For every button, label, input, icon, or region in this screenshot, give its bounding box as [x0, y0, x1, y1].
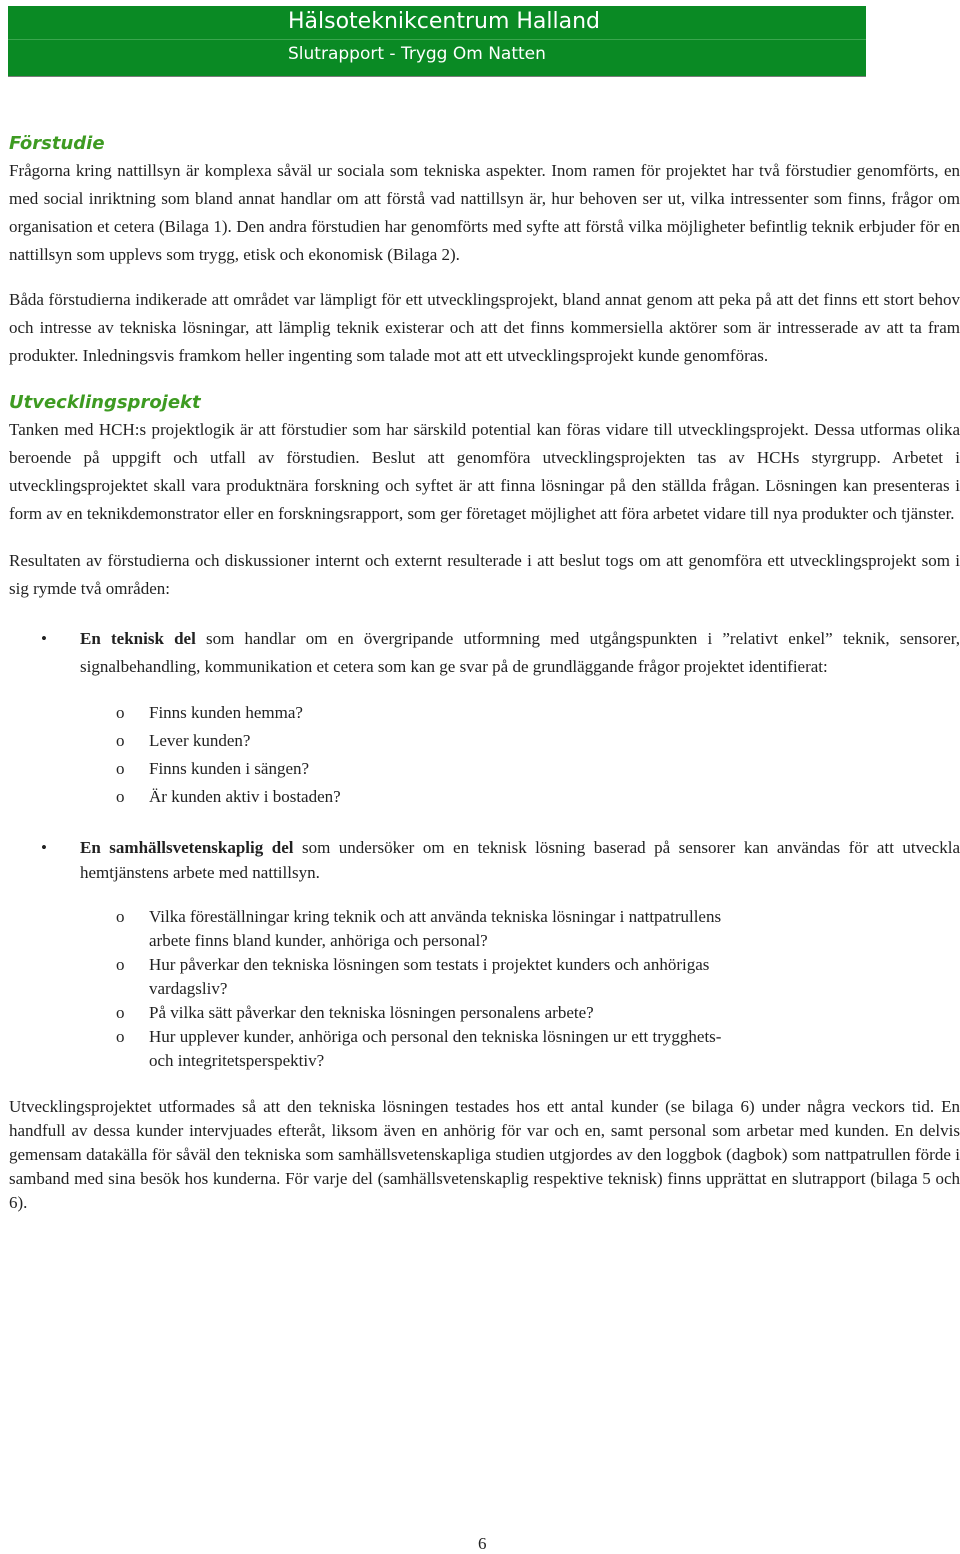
technical-label: En teknisk del: [80, 629, 196, 648]
list-item: o På vilka sätt påverkar den tekniska lösningen personalens arbete?: [9, 1001, 749, 1025]
technical-description: som handlar om en övergripande utformning med utgångspunkten i ”relativt enkel” teknik, sensorer, signalbehandling, kommunikation et cetera som kan ge svar på de grundläggande frågor projektet identifierat:: [80, 629, 960, 676]
list-item: o Lever kunden?: [9, 727, 960, 755]
utveckling-paragraph-2: Resultaten av förstudierna och diskussioner internt och externt resulterade i att beslut togs om att genomföra ett utvecklingsprojekt som i sig rymde två områden:: [9, 551, 960, 598]
social-questions: [9, 905, 960, 1073]
area-list: [9, 625, 960, 681]
list-item-technical: [9, 625, 960, 681]
spacer: [9, 269, 960, 286]
area-list-2: [9, 835, 960, 885]
list-item: o Vilka föreställningar kring teknik och att använda tekniska lösningar i nattpatrullens arbete finns bland kunder, anhöriga och personal?: [9, 905, 749, 953]
list-item-social: [9, 835, 960, 885]
social-description: som undersöker om en teknisk lösning baserad på sensorer kan användas för att utveckla hemtjänstens arbete med nattillsyn.: [80, 838, 960, 882]
header-divider: [8, 39, 866, 40]
report-header: [8, 6, 866, 76]
utveckling-paragraph-1: Tanken med HCH:s projektlogik är att förstudier som har särskild potential kan föras vidare till utvecklingsprojekt. Dessa utformas olika beroende på uppgift och utfall av förstudien. Beslut att genomföra utvecklingsprojekten tas av HCHs styrgrupp. Arbetet i utvecklingsprojektet skall vara produktnära forskning och syftet är att finna lösningar på den ställda frågan. Lösningen kan presenteras i form av en teknikdemonstrator eller en forskningsrapport, som ger företaget möjlighet att föra arbetet vidare till nya produkter och tjänster.: [9, 420, 960, 523]
heading-forstudie: Förstudie: [9, 133, 105, 154]
header-bottom-border: [8, 76, 866, 77]
spacer: [9, 528, 960, 547]
technical-questions: [9, 699, 960, 811]
spacer: [9, 1073, 960, 1095]
heading-utvecklingsprojekt: Utvecklingsprojekt: [9, 392, 201, 413]
report-subtitle: Slutrapport - Trygg Om Natten: [288, 44, 546, 64]
social-label: En samhällsvetenskaplig del: [80, 838, 294, 857]
list-item: o Hur påverkar den tekniska lösningen som testats i projektet kunders och anhörigas vardagsliv?: [9, 953, 749, 1001]
document-body: [9, 131, 960, 1215]
spacer: [9, 811, 960, 835]
list-item: o Hur upplever kunder, anhöriga och personal den tekniska lösningen ur ett trygghets- och integritetsperspektiv?: [9, 1025, 749, 1073]
spacer: [9, 885, 960, 905]
spacer: [9, 681, 960, 699]
list-item: o Är kunden aktiv i bostaden?: [9, 783, 960, 811]
list-item: o Finns kunden hemma?: [9, 699, 960, 727]
page-number: 6: [478, 1534, 487, 1553]
forstudie-paragraph-1: Frågorna kring nattillsyn är komplexa såväl ur sociala som tekniska aspekter. Inom ramen för projektet har två förstudier genomförts, en med social inriktning som bland annat handlar om att förstå vad nattillsyn är, hur behoven ser ut, vilka intressenter som finns, frågor om organisation et cetera (Bilaga 1). Den andra förstudien har genomförts med syfte att förstå vilka möjligheter befintlig teknik erbjuder för en nattillsyn som upplevs som trygg, etisk och ekonomisk (Bilaga 2).: [9, 161, 960, 264]
list-item: o Finns kunden i sängen?: [9, 755, 960, 783]
organization-name: Hälsoteknikcentrum Halland: [288, 9, 601, 34]
spacer: [9, 370, 960, 390]
spacer: [9, 603, 960, 625]
forstudie-paragraph-2: Båda förstudierna indikerade att området var lämpligt för ett utvecklingsprojekt, bland annat genom att peka på att det finns ett stort behov och intresse av tekniska lösningar, att lämplig teknik existerar och att det finns kommersiella aktörer som är intresserade av att ta fram produkter. Inledningsvis framkom heller ingenting som talade mot att ett utvecklingsprojekt kunde genomföras.: [9, 290, 960, 365]
utveckling-paragraph-3: Utvecklingsprojektet utformades så att den tekniska lösningen testades hos ett antal kunder (se bilaga 6) under några veckors tid. En handfull av dessa kunder intervjuades efteråt, liksom även en anhörig för var och en, samt personal som arbetar med kunden. En delvis gemensam datakälla för såväl den tekniska som samhällsvetenskapliga studien utgjordes av den loggbok (dagbok) som nattpatrullen förde i samband med sina besök hos kunderna. För varje del (samhällsvetenskaplig respektive teknisk) finns upprättat en slutrapport (bilaga 5 och 6).: [9, 1097, 960, 1212]
